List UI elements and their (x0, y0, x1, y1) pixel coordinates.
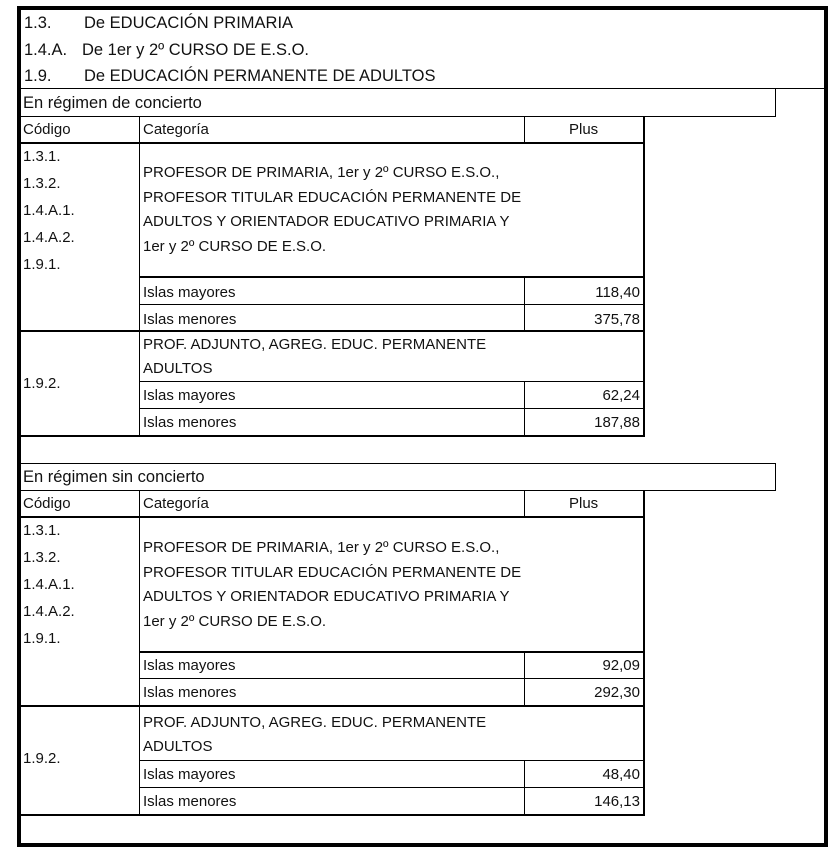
code-item: 1.9.2. (23, 375, 61, 392)
header-text-2: De 1er y 2º CURSO DE E.S.O. (82, 41, 310, 59)
section-title-divider (21, 116, 776, 117)
row-label: Islas mayores (143, 766, 236, 783)
code-item: 1.9.1. (23, 256, 61, 273)
row-label: Islas menores (143, 414, 237, 431)
category-text: PROF. ADJUNTO, AGREG. EDUC. PERMANENTE ADULTOS (143, 714, 487, 755)
row-value: 187,88 (594, 414, 640, 431)
row-label: Islas menores (143, 793, 237, 810)
code-item: 1.9.1. (23, 630, 61, 647)
row-divider (139, 304, 645, 305)
section-title-divider (21, 490, 776, 491)
code-item: 1.4.A.1. (23, 202, 75, 219)
category-text: PROF. ADJUNTO, AGREG. EDUC. PERMANENTE ADULTOS (143, 336, 487, 377)
section-title-border (775, 463, 776, 491)
code-item: 1.3.2. (23, 549, 61, 566)
column-header-category: Categoría (143, 495, 209, 512)
column-header-plus: Plus (569, 121, 599, 138)
row-value: 92,09 (602, 657, 640, 674)
code-item: 1.3.1. (23, 522, 61, 539)
header-row-divider (21, 142, 645, 144)
code-item: 1.4.A.2. (23, 603, 75, 620)
code-item: 1.3.2. (23, 175, 61, 192)
code-item: 1.3.1. (23, 148, 61, 165)
code-item: 1.4.A.2. (23, 229, 75, 246)
row-label: Islas mayores (143, 657, 236, 674)
group-divider (21, 705, 645, 707)
section-bottom-border (21, 814, 645, 816)
section-bottom-border (21, 435, 645, 437)
row-divider (139, 787, 645, 788)
row-divider (139, 381, 645, 382)
row-divider (139, 760, 645, 761)
row-label: Islas menores (143, 311, 237, 328)
section-title: En régimen de concierto (23, 94, 202, 112)
row-value: 62,24 (602, 387, 640, 404)
column-header-code: Código (23, 495, 71, 512)
group-divider (21, 330, 645, 332)
value-column-border (524, 652, 525, 706)
row-value: 118,40 (595, 284, 640, 301)
category-text: PROFESOR DE PRIMARIA, 1er y 2º CURSO E.S.O., PROFESOR TITULAR EDUCACIÓN PERMANENTE DE ADULTOS Y ORIENTADOR EDUCATIVO PRIMARIA Y 1er y 2º CURSO DE E.S.O. (143, 539, 522, 630)
column-header-category: Categoría (143, 121, 209, 138)
row-divider (139, 276, 645, 278)
plus-column-border (524, 490, 525, 517)
row-value: 48,40 (602, 766, 640, 783)
plus-column-border (524, 116, 525, 143)
header-text-1: De EDUCACIÓN PRIMARIA (84, 14, 294, 32)
section-title-top (21, 463, 776, 464)
header-code-2: 1.4.A. (24, 41, 68, 59)
column-header-code: Código (23, 121, 71, 138)
section-title: En régimen sin concierto (23, 468, 205, 486)
row-value: 292,30 (594, 684, 640, 701)
row-value: 375,78 (594, 311, 640, 328)
section-title-border (775, 88, 776, 116)
header-code-3: 1.9. (24, 67, 52, 85)
row-label: Islas mayores (143, 387, 236, 404)
row-label: Islas menores (143, 684, 237, 701)
row-divider (139, 651, 645, 653)
row-label: Islas mayores (143, 284, 236, 301)
column-header-plus: Plus (569, 495, 599, 512)
code-item: 1.9.2. (23, 750, 61, 767)
header-code-1: 1.3. (24, 14, 52, 32)
row-divider (139, 678, 645, 679)
row-value: 146,13 (594, 793, 640, 810)
header-text-3: De EDUCACIÓN PERMANENTE DE ADULTOS (84, 67, 436, 85)
code-item: 1.4.A.1. (23, 576, 75, 593)
category-text: PROFESOR DE PRIMARIA, 1er y 2º CURSO E.S.O., PROFESOR TITULAR EDUCACIÓN PERMANENTE DE ADULTOS Y ORIENTADOR EDUCATIVO PRIMARIA Y 1er y 2º CURSO DE E.S.O. (143, 164, 522, 255)
header-row-divider (21, 516, 645, 518)
row-divider (139, 408, 645, 409)
header-divider (21, 88, 824, 89)
